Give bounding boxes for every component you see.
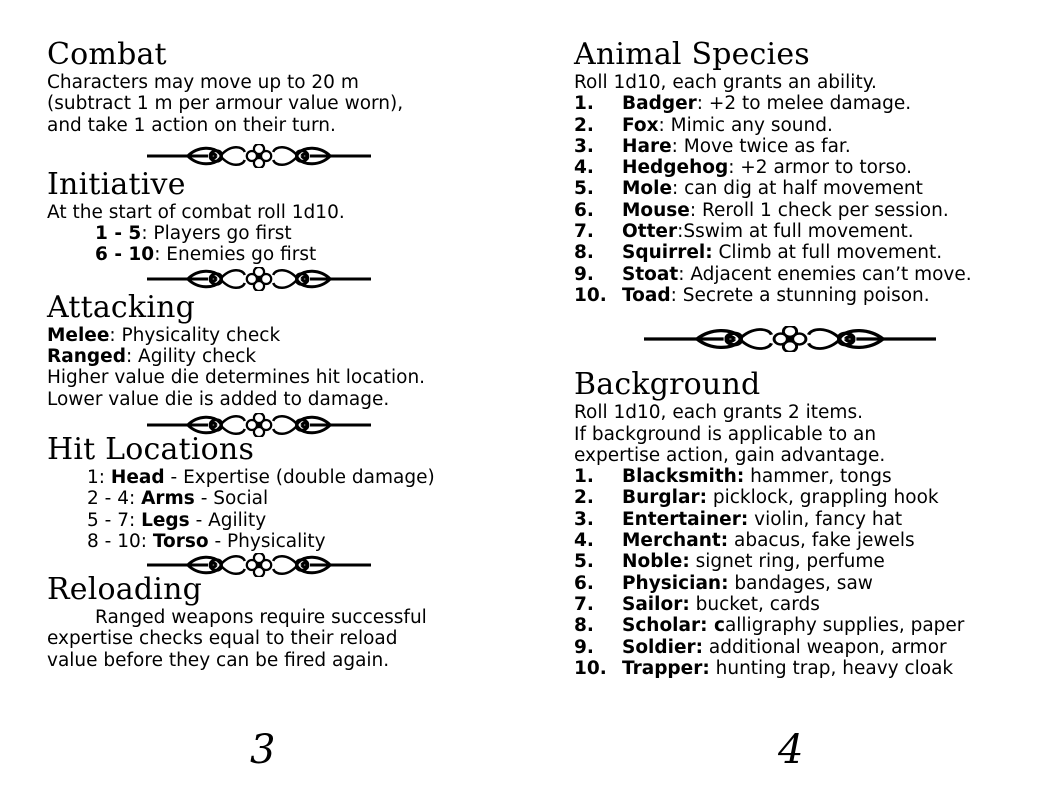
- species-item-name: Stoat: [622, 263, 679, 285]
- background-item-body: [622, 658, 953, 679]
- attacking-melee: [47, 325, 507, 346]
- species-item-body: [622, 178, 923, 199]
- attacking-section: [47, 291, 507, 410]
- ranged-text: : Agility check: [125, 346, 257, 368]
- ranged-label: Ranged: [47, 346, 126, 368]
- hit-location-row: [47, 510, 507, 531]
- species-item: [574, 178, 1034, 199]
- initiative-section: [47, 168, 507, 266]
- background-item-text: signet ring, perfume: [689, 551, 885, 573]
- background-item-number: 2.: [574, 487, 594, 509]
- background-item-number: 6.: [574, 572, 594, 594]
- species-item: [574, 157, 1034, 178]
- background-item-text: alligraphy supplies, paper: [724, 615, 965, 637]
- species-item-text: : can dig at half movement: [672, 178, 923, 200]
- animal-species-heading: Animal Species: [574, 37, 810, 72]
- hit-part: Head: [110, 466, 165, 488]
- background-item-body: [622, 466, 892, 487]
- background-item-text: hunting trap, heavy cloak: [709, 657, 954, 679]
- background-intro: Roll 1d10, each grants 2 items.: [574, 402, 863, 424]
- background-item-name: Physician:: [622, 572, 729, 594]
- species-item-number: 8.: [574, 242, 594, 264]
- background-item-number: 1.: [574, 466, 594, 488]
- animal-species-section: [574, 38, 1034, 306]
- initiative-range: 6 - 10: [95, 244, 155, 266]
- background-item-name: Soldier:: [622, 636, 704, 658]
- background-item-name: Burglar:: [622, 487, 707, 509]
- species-item-body: [622, 264, 972, 285]
- background-section: [574, 368, 1034, 679]
- species-item-number: 4.: [574, 157, 594, 179]
- ornament-divider-icon: [147, 144, 371, 168]
- species-item-name: Mouse: [622, 199, 690, 221]
- species-item-name: Hedgehog: [622, 157, 729, 179]
- species-item-body: [622, 157, 912, 178]
- melee-label: Melee: [47, 324, 110, 346]
- background-item-name: Merchant:: [622, 530, 729, 552]
- species-item-text: : Reroll 1 check per session.: [689, 199, 949, 221]
- species-item-number: 10.: [574, 284, 607, 306]
- background-item: [574, 509, 1034, 530]
- reloading-line: value before they can be fired again.: [47, 649, 390, 671]
- species-item-text: : Move twice as far.: [671, 135, 851, 157]
- species-item-name: Fox: [622, 114, 659, 136]
- background-item-body: [622, 551, 885, 572]
- background-item-body: [622, 573, 873, 594]
- background-item-number: 9.: [574, 636, 594, 658]
- background-item-text: hammer, tongs: [744, 466, 892, 488]
- species-item-body: [622, 242, 942, 263]
- hit-range: 8 - 10:: [87, 530, 153, 552]
- species-item-text: : +2 to melee damage.: [696, 93, 912, 115]
- combat-line: (subtract 1 m per armour value worn),: [47, 93, 404, 115]
- hit-skill: - Social: [194, 488, 269, 510]
- species-item-body: [622, 136, 851, 157]
- background-item-text: bucket, cards: [689, 593, 820, 615]
- background-item: [574, 551, 1034, 572]
- species-item: [574, 200, 1034, 221]
- page-number-right: 4: [778, 727, 804, 773]
- animal-species-list: [574, 93, 1034, 306]
- background-item-text: violin, fancy hat: [748, 508, 903, 530]
- combat-line: and take 1 action on their turn.: [47, 114, 336, 136]
- background-item-body: [622, 509, 902, 530]
- melee-text: : Physicality check: [109, 324, 281, 346]
- page-number-left: 3: [250, 727, 276, 773]
- background-item-number: 7.: [574, 593, 594, 615]
- species-item-body: [622, 200, 949, 221]
- background-item-body: [622, 615, 964, 636]
- initiative-row: [47, 223, 507, 244]
- initiative-text: : Players go first: [141, 223, 292, 245]
- background-item-name: Noble:: [622, 551, 690, 573]
- species-item: [574, 93, 1034, 114]
- background-item-number: 5.: [574, 551, 594, 573]
- species-item-body: [622, 285, 930, 306]
- reloading-heading: Reloading: [47, 572, 203, 608]
- attacking-ranged: [47, 346, 507, 367]
- right-page: [574, 38, 1034, 679]
- initiative-range: 1 - 5: [95, 223, 142, 245]
- hit-locations-heading: Hit Locations: [47, 431, 255, 467]
- species-item-text: : Secrete a stunning poison.: [670, 284, 930, 306]
- background-item-body: [622, 594, 820, 615]
- background-item-body: [622, 530, 915, 551]
- background-item-body: [622, 487, 939, 508]
- background-item-name: Blacksmith:: [622, 466, 745, 488]
- species-item-number: 3.: [574, 135, 594, 157]
- combat-heading: Combat: [47, 37, 167, 72]
- species-item-body: [622, 93, 911, 114]
- background-item-text: picklock, grappling hook: [706, 487, 939, 509]
- species-item-text: : Mimic any sound.: [658, 114, 833, 136]
- background-item-body: [622, 637, 947, 658]
- hit-range: 1:: [87, 466, 111, 488]
- combat-line: Characters may move up to 20 m: [47, 72, 359, 93]
- background-item: [574, 573, 1034, 594]
- hit-part: Arms: [141, 488, 195, 510]
- species-item-number: 9.: [574, 263, 594, 285]
- species-item-name: Squirrel:: [622, 242, 713, 264]
- species-item-number: 1.: [574, 93, 594, 115]
- species-item-name: Otter: [622, 221, 678, 243]
- hit-part: Legs: [141, 509, 190, 531]
- hit-range: 2 - 4:: [87, 488, 142, 510]
- hit-part: Torso: [152, 530, 209, 552]
- ornament-divider-icon: [147, 267, 371, 291]
- species-item-body: [622, 221, 914, 242]
- species-item-name: Mole: [622, 178, 673, 200]
- species-item-number: 2.: [574, 114, 594, 136]
- background-item-name: Trapper:: [622, 657, 710, 679]
- background-item-text: additional weapon, armor: [703, 636, 947, 658]
- species-item-text: : Adjacent enemies can’t move.: [678, 263, 972, 285]
- species-item-name: Hare: [622, 135, 672, 157]
- background-item-name: Sailor:: [622, 593, 690, 615]
- species-item-body: [622, 115, 833, 136]
- background-item-name: Entertainer:: [622, 508, 749, 530]
- left-page: [47, 38, 507, 671]
- species-item-text: :Sswim at full movement.: [677, 221, 914, 243]
- species-item-name: Toad: [622, 284, 671, 306]
- attacking-line: Higher value die determines hit location.: [47, 367, 426, 389]
- background-item: [574, 466, 1034, 487]
- background-item-number: 8.: [574, 615, 594, 637]
- species-item-name: Badger: [622, 93, 697, 115]
- species-item: [574, 285, 1034, 306]
- attacking-heading: Attacking: [47, 289, 196, 325]
- initiative-row: [47, 244, 507, 265]
- species-item-text: : +2 armor to torso.: [728, 157, 913, 179]
- background-list: [574, 466, 1034, 679]
- species-item: [574, 136, 1034, 157]
- hit-location-row: [47, 488, 507, 509]
- background-item-number: 10.: [574, 657, 607, 679]
- species-item: [574, 242, 1034, 263]
- reloading-line: Ranged weapons require successful: [95, 607, 427, 629]
- hit-range: 5 - 7:: [87, 509, 142, 531]
- combat-section: [47, 38, 507, 136]
- background-item: [574, 530, 1034, 551]
- background-item-number: 4.: [574, 530, 594, 552]
- hit-locations-section: [47, 433, 507, 552]
- initiative-intro: At the start of combat roll 1d10.: [47, 201, 345, 223]
- background-item-text: abacus, fake jewels: [728, 530, 915, 552]
- background-intro: If background is applicable to an: [574, 423, 877, 445]
- species-item: [574, 264, 1034, 285]
- species-item: [574, 221, 1034, 242]
- background-item: [574, 615, 1034, 636]
- background-item: [574, 594, 1034, 615]
- attacking-line: Lower value die is added to damage.: [47, 388, 390, 410]
- background-item: [574, 637, 1034, 658]
- ornament-divider-icon: [644, 326, 936, 352]
- background-item: [574, 487, 1034, 508]
- background-item: [574, 658, 1034, 679]
- hit-skill: - Agility: [189, 509, 267, 531]
- hit-location-row: [47, 467, 507, 488]
- species-item-text: Climb at full movement.: [712, 242, 943, 264]
- animal-species-intro: Roll 1d10, each grants an ability.: [574, 72, 877, 93]
- background-item-number: 3.: [574, 508, 594, 530]
- initiative-text: : Enemies go first: [154, 244, 317, 266]
- species-item-number: 5.: [574, 178, 594, 200]
- species-item-number: 6.: [574, 199, 594, 221]
- hit-skill: - Expertise (double damage): [164, 466, 435, 488]
- species-item: [574, 115, 1034, 136]
- hit-location-row: [47, 531, 507, 552]
- background-intro: expertise action, gain advantage.: [574, 444, 886, 466]
- background-item-text: bandages, saw: [728, 572, 873, 594]
- reloading-line: expertise checks equal to their reload: [47, 628, 398, 650]
- background-heading: Background: [574, 367, 761, 403]
- reloading-section: [47, 573, 507, 671]
- hit-skill: - Physicality: [208, 530, 326, 552]
- initiative-heading: Initiative: [47, 166, 186, 202]
- background-item-name: Scholar: c: [622, 615, 725, 637]
- species-item-number: 7.: [574, 221, 594, 243]
